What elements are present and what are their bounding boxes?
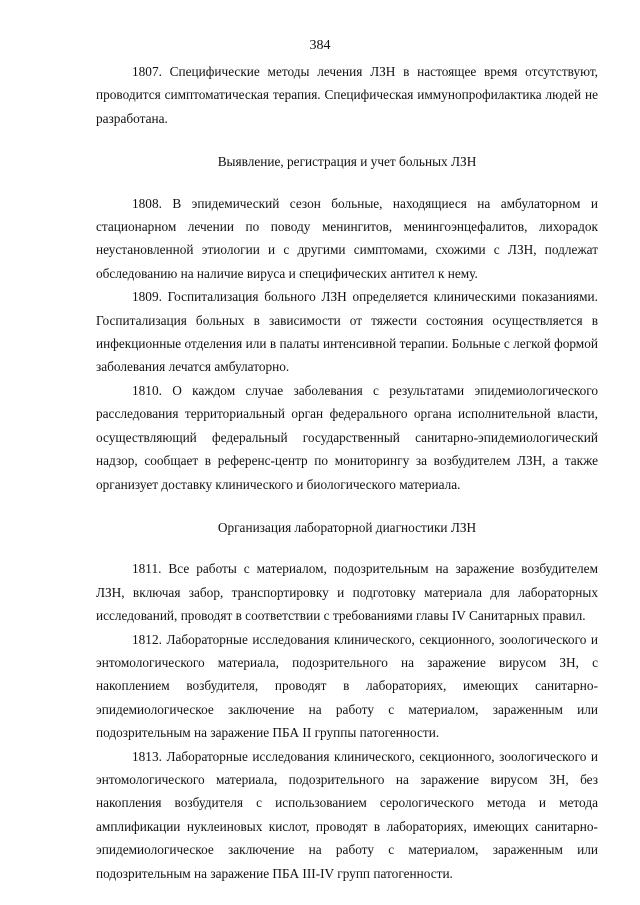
- section-heading-detection: Выявление, регистрация и учет больных ЛЗН: [217, 154, 477, 170]
- page-number: 384: [309, 38, 331, 53]
- document-body: [96, 60, 598, 885]
- spacer: [96, 130, 598, 150]
- paragraph-1809: 1809. Госпитализация больного ЛЗН определяется клиническими показаниями. Госпитализация больных в зависимости от тяжести состояния осуществляется в инфекционные отделения или в палаты интенсивной терапии. Больные с легкой формой заболевания лечатся амбулаторно.: [96, 289, 598, 375]
- spacer: [96, 174, 598, 192]
- paragraph-1811: 1811. Все работы с материалом, подозрительным на заражение возбудителем ЛЗН, включая забор, транспортировку и подготовку материала для лабораторных исследований, проводят в соответствии с требованиями главы IV Санитарных правил.: [96, 561, 598, 624]
- section-heading-lab: Организация лабораторной диагностики ЛЗН: [217, 519, 477, 535]
- paragraph-1807: 1807. Специфические методы лечения ЛЗН в настоящее время отсутствуют, проводится симптоматическая терапия. Специфическая иммунопрофилактика людей не разработана.: [96, 64, 598, 126]
- paragraph-1810: 1810. О каждом случае заболевания с результатами эпидемиологического расследования территориальный орган федерального органа исполнительной власти, осуществляющий федеральный государственный санитарно-эпидемиологический надзор, сообщает в референс-центр по мониторингу за возбудителем ЛЗН, а также организует доставку клинического и биологического материала.: [96, 382, 598, 492]
- spacer: [96, 496, 598, 516]
- paragraph-1808: 1808. В эпидемический сезон больные, находящиеся на амбулаторном и стационарном лечении по поводу менингитов, менингоэнцефалитов, лихорадок неустановленной этиологии и с другими симптомами, схожими с ЛЗН, подлежат обследованию на наличие вируса и специфических антител к нему.: [96, 195, 598, 281]
- spacer: [96, 539, 598, 557]
- paragraph-1812: 1812. Лабораторные исследования клинического, секционного, зоологического и энтомологического материала, подозрительного на заражение вирусом ЗН, с накоплением возбудителя, проводят в лабораториях, имеющих санитарно-эпидемиологическое заключение на работу с материалом, зараженным или подозрительным на заражение ПБА II группы патогенности.: [96, 631, 598, 741]
- paragraph-1813: 1813. Лабораторные исследования клинического, секционного, зоологического и энтомологического материала, подозрительного на заражение вирусом ЗН, без накопления возбудителя с использованием серологического метода и метода амплификации нуклеиновых кислот, проводят в лабораториях, имеющих санитарно-эпидемиологическое заключение на работу с материалом, зараженным или подозрительным на заражение ПБА III-IV групп патогенности.: [96, 748, 598, 881]
